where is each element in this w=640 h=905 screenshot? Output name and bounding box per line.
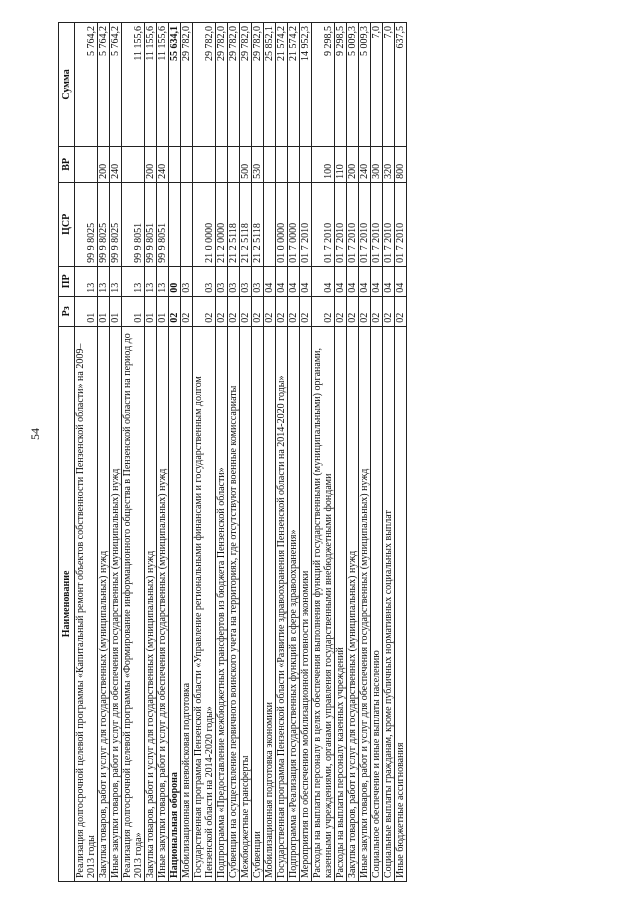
row-sum: 9 298,5 bbox=[335, 23, 347, 147]
row-rz: 02 bbox=[395, 296, 407, 326]
table-row bbox=[122, 23, 145, 882]
header-pr: ПР bbox=[59, 266, 75, 296]
row-csr: 99 9 8025 bbox=[110, 182, 122, 266]
row-name: Реализация долгосрочной целевой программы «Формирование информационного общества в Пензенской области на период до 2013 года» bbox=[122, 326, 145, 881]
row-name: Государственная программа Пензенской области «Развитие здравоохранения Пензенской области на 2014-2020 годы» bbox=[276, 326, 288, 881]
header-sum: Сумма bbox=[59, 23, 75, 147]
table-row bbox=[157, 23, 169, 882]
row-pr: 04 bbox=[264, 266, 276, 296]
row-vr: 800 bbox=[395, 146, 407, 182]
row-name: Субвенции на осуществление первичного воинского учета на территориях, где отсутствуют военные комиссариаты bbox=[228, 326, 240, 881]
row-sum: 9 298,5 bbox=[312, 23, 335, 147]
row-rz: 02 bbox=[252, 296, 264, 326]
header-vr: ВР bbox=[59, 146, 75, 182]
row-sum: 29 782,0 bbox=[252, 23, 264, 147]
row-name: Межбюджетные трансферты bbox=[240, 326, 252, 881]
table-row bbox=[395, 23, 407, 882]
row-csr: 01 7 2010 bbox=[359, 182, 371, 266]
row-pr: 04 bbox=[395, 266, 407, 296]
row-csr: 01 7 2010 bbox=[335, 182, 347, 266]
row-vr bbox=[193, 146, 216, 182]
table-header-row bbox=[59, 23, 75, 882]
row-vr: 110 bbox=[335, 146, 347, 182]
row-name: Расходы на выплаты персоналу в целях обеспечения выполнения функций государственными (муниципальными) органами, казенными учреждениями, органами управления государственными внебюджетными фондами bbox=[312, 326, 335, 881]
row-rz: 02 bbox=[335, 296, 347, 326]
row-name: Мероприятия по обеспечению мобилизационной готовности экономики bbox=[300, 326, 312, 881]
row-sum: 11 155,6 bbox=[122, 23, 145, 147]
row-csr: 01 7 2010 bbox=[312, 182, 335, 266]
row-name: Расходы на выплаты персоналу казенных учреждений bbox=[335, 326, 347, 881]
table-row bbox=[228, 23, 240, 882]
row-pr: 04 bbox=[312, 266, 335, 296]
row-csr: 01 7 2010 bbox=[395, 182, 407, 266]
table-row bbox=[181, 23, 193, 882]
row-csr: 99 9 8051 bbox=[157, 182, 169, 266]
row-name: Иные бюджетные ассигнования bbox=[395, 326, 407, 881]
row-vr: 240 bbox=[110, 146, 122, 182]
row-pr: 03 bbox=[240, 266, 252, 296]
row-csr: 01 7 0000 bbox=[288, 182, 300, 266]
row-sum: 29 782,0 bbox=[228, 23, 240, 147]
table-row bbox=[264, 23, 276, 882]
table-row bbox=[98, 23, 110, 882]
row-pr: 04 bbox=[359, 266, 371, 296]
row-name: Реализация долгосрочной целевой программы «Капитальный ремонт объектов собственности Пензенской области» на 2009–2013 годы bbox=[75, 326, 98, 881]
row-rz: 02 bbox=[300, 296, 312, 326]
row-vr bbox=[75, 146, 98, 182]
row-vr: 530 bbox=[252, 146, 264, 182]
row-vr bbox=[122, 146, 145, 182]
row-rz: 02 bbox=[169, 296, 181, 326]
table-row bbox=[252, 23, 264, 882]
row-pr: 04 bbox=[347, 266, 359, 296]
row-sum: 7,0 bbox=[371, 23, 383, 147]
table-row bbox=[75, 23, 98, 882]
row-rz: 01 bbox=[145, 296, 157, 326]
row-name: Социальное обеспечение и иные выплаты населению bbox=[371, 326, 383, 881]
row-vr: 240 bbox=[157, 146, 169, 182]
row-pr: 04 bbox=[335, 266, 347, 296]
row-csr bbox=[181, 182, 193, 266]
table-row bbox=[371, 23, 383, 882]
row-name: Мобилизационная подготовка экономики bbox=[264, 326, 276, 881]
row-csr: 21 2 0000 bbox=[216, 182, 228, 266]
row-name: Национальная оборона bbox=[169, 326, 181, 881]
row-csr: 99 9 8051 bbox=[145, 182, 157, 266]
row-pr: 03 bbox=[193, 266, 216, 296]
row-vr bbox=[264, 146, 276, 182]
row-csr: 99 9 8025 bbox=[75, 182, 98, 266]
row-sum: 637,5 bbox=[395, 23, 407, 147]
row-name: Иные закупки товаров, работ и услуг для обеспечения государственных (муниципальных) нужд bbox=[157, 326, 169, 881]
row-pr: 03 bbox=[181, 266, 193, 296]
row-rz: 02 bbox=[288, 296, 300, 326]
row-rz: 01 bbox=[110, 296, 122, 326]
row-name: Социальные выплаты гражданам, кроме публичных нормативных социальных выплат bbox=[383, 326, 395, 881]
table-row bbox=[240, 23, 252, 882]
header-name: Наименование bbox=[59, 326, 75, 881]
table-row bbox=[335, 23, 347, 882]
table-row bbox=[383, 23, 395, 882]
row-sum: 5 009,3 bbox=[359, 23, 371, 147]
row-name: Иные закупки товаров, работ и услуг для обеспечения государственных (муниципальных) нужд bbox=[110, 326, 122, 881]
row-name: Субвенции bbox=[252, 326, 264, 881]
row-sum: 29 782,0 bbox=[193, 23, 216, 147]
row-vr bbox=[169, 146, 181, 182]
row-rz: 02 bbox=[240, 296, 252, 326]
row-name: Мобилизационная и вневойсковая подготовка bbox=[181, 326, 193, 881]
row-pr: 13 bbox=[75, 266, 98, 296]
row-vr: 200 bbox=[347, 146, 359, 182]
row-sum: 55 634,1 bbox=[169, 23, 181, 147]
row-csr: 01 7 2010 bbox=[383, 182, 395, 266]
row-pr: 04 bbox=[276, 266, 288, 296]
row-rz: 02 bbox=[312, 296, 335, 326]
row-pr: 00 bbox=[169, 266, 181, 296]
table-row bbox=[193, 23, 216, 882]
row-rz: 02 bbox=[264, 296, 276, 326]
row-sum: 5 764,2 bbox=[98, 23, 110, 147]
row-name: Закупка товаров, работ и услуг для государственных (муниципальных) нужд bbox=[98, 326, 110, 881]
table-row bbox=[347, 23, 359, 882]
table-row bbox=[288, 23, 300, 882]
page-number: 54 bbox=[28, 428, 42, 440]
row-sum: 5 009,3 bbox=[347, 23, 359, 147]
row-rz: 02 bbox=[371, 296, 383, 326]
row-rz: 02 bbox=[216, 296, 228, 326]
row-sum: 21 574,2 bbox=[288, 23, 300, 147]
row-vr: 320 bbox=[383, 146, 395, 182]
row-pr: 13 bbox=[98, 266, 110, 296]
row-pr: 03 bbox=[216, 266, 228, 296]
row-csr: 01 0 0000 bbox=[276, 182, 288, 266]
row-vr bbox=[216, 146, 228, 182]
row-pr: 03 bbox=[228, 266, 240, 296]
row-pr: 13 bbox=[122, 266, 145, 296]
row-sum: 11 155,6 bbox=[145, 23, 157, 147]
table-row bbox=[145, 23, 157, 882]
row-csr: 21 2 5118 bbox=[240, 182, 252, 266]
table-row bbox=[300, 23, 312, 882]
row-sum: 29 782,0 bbox=[240, 23, 252, 147]
row-sum: 11 155,6 bbox=[157, 23, 169, 147]
row-csr: 21 0 0000 bbox=[193, 182, 216, 266]
row-rz: 02 bbox=[181, 296, 193, 326]
row-sum: 29 782,0 bbox=[216, 23, 228, 147]
row-vr bbox=[228, 146, 240, 182]
row-rz: 02 bbox=[193, 296, 216, 326]
row-sum: 21 574,2 bbox=[276, 23, 288, 147]
row-sum: 5 764,2 bbox=[110, 23, 122, 147]
row-csr: 01 7 2010 bbox=[371, 182, 383, 266]
row-pr: 13 bbox=[110, 266, 122, 296]
row-vr bbox=[276, 146, 288, 182]
row-name: Иные закупки товаров, работ и услуг для обеспечения государственных (муниципальных) нужд bbox=[359, 326, 371, 881]
row-name: Подпрограмма «Предоставление межбюджетных трансфертов из бюджета Пензенской области» bbox=[216, 326, 228, 881]
row-rz: 01 bbox=[98, 296, 110, 326]
table-row bbox=[110, 23, 122, 882]
row-vr: 240 bbox=[359, 146, 371, 182]
row-vr: 500 bbox=[240, 146, 252, 182]
table-row bbox=[312, 23, 335, 882]
row-pr: 04 bbox=[300, 266, 312, 296]
table-row bbox=[276, 23, 288, 882]
row-csr: 99 9 8051 bbox=[122, 182, 145, 266]
row-csr: 21 2 5118 bbox=[252, 182, 264, 266]
row-sum: 25 852,1 bbox=[264, 23, 276, 147]
row-sum: 29 782,0 bbox=[181, 23, 193, 147]
table-row bbox=[216, 23, 228, 882]
row-rz: 02 bbox=[347, 296, 359, 326]
row-vr: 200 bbox=[98, 146, 110, 182]
row-pr: 04 bbox=[383, 266, 395, 296]
row-csr bbox=[264, 182, 276, 266]
header-csr: ЦСР bbox=[59, 182, 75, 266]
row-rz: 02 bbox=[383, 296, 395, 326]
row-rz: 02 bbox=[228, 296, 240, 326]
row-csr: 21 2 5118 bbox=[228, 182, 240, 266]
row-pr: 03 bbox=[252, 266, 264, 296]
row-pr: 04 bbox=[371, 266, 383, 296]
budget-table-container bbox=[58, 22, 528, 882]
row-vr bbox=[288, 146, 300, 182]
row-sum: 7,0 bbox=[383, 23, 395, 147]
row-vr bbox=[300, 146, 312, 182]
row-csr: 01 7 2010 bbox=[347, 182, 359, 266]
row-rz: 01 bbox=[157, 296, 169, 326]
row-pr: 04 bbox=[288, 266, 300, 296]
table-body bbox=[75, 23, 407, 882]
budget-table bbox=[58, 22, 407, 882]
row-name: Государственная программа Пензенской области «Управление региональными финансами и государственным долгом Пензенской области на 2014-2020 годы» bbox=[193, 326, 216, 881]
row-rz: 01 bbox=[122, 296, 145, 326]
row-name: Подпрограмма «Реализация государственных функций в сфере здравоохранения» bbox=[288, 326, 300, 881]
row-name: Закупка товаров, работ и услуг для государственных (муниципальных) нужд bbox=[347, 326, 359, 881]
row-vr: 200 bbox=[145, 146, 157, 182]
row-vr bbox=[181, 146, 193, 182]
row-vr: 300 bbox=[371, 146, 383, 182]
row-csr: 01 7 2010 bbox=[300, 182, 312, 266]
row-rz: 02 bbox=[276, 296, 288, 326]
row-name: Закупка товаров, работ и услуг для государственных (муниципальных) нужд bbox=[145, 326, 157, 881]
row-rz: 02 bbox=[359, 296, 371, 326]
row-pr: 13 bbox=[145, 266, 157, 296]
row-csr: 99 9 8025 bbox=[98, 182, 110, 266]
row-vr: 100 bbox=[312, 146, 335, 182]
row-sum: 14 952,3 bbox=[300, 23, 312, 147]
table-row bbox=[169, 23, 181, 882]
row-pr: 13 bbox=[157, 266, 169, 296]
row-rz: 01 bbox=[75, 296, 98, 326]
table-row bbox=[359, 23, 371, 882]
row-sum: 5 764,2 bbox=[75, 23, 98, 147]
row-csr bbox=[169, 182, 181, 266]
header-rz: Рз bbox=[59, 296, 75, 326]
